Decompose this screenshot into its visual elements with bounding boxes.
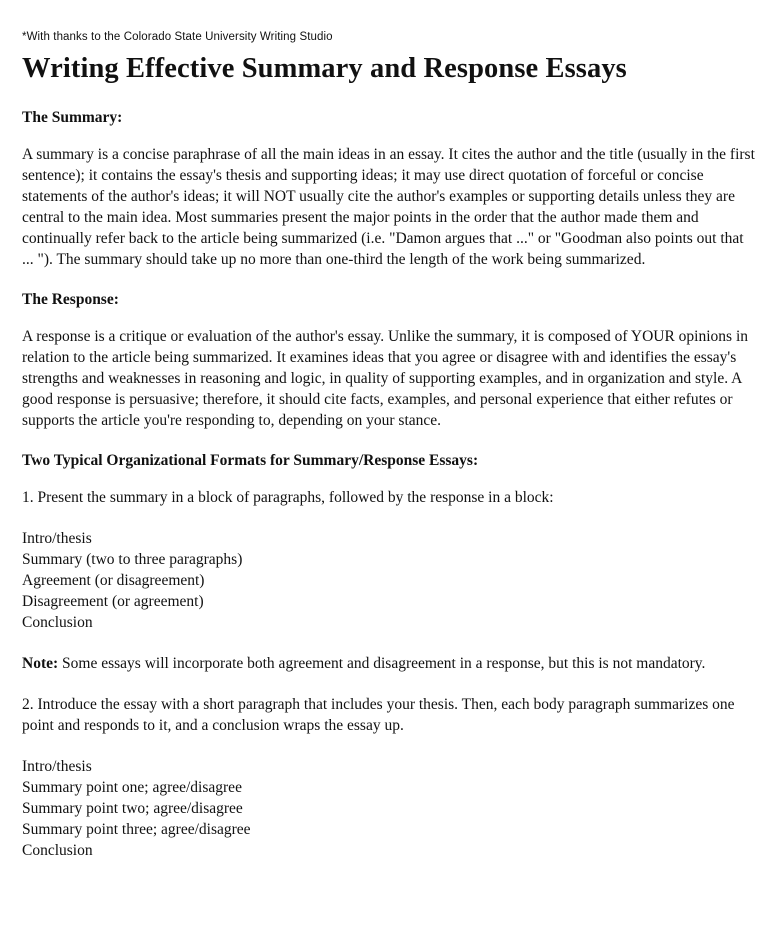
list-item: Conclusion (22, 614, 93, 631)
list-item: Intro/thesis (22, 530, 92, 547)
note-paragraph (22, 653, 758, 674)
format-one-outline (22, 528, 758, 633)
format-two-intro: 2. Introduce the essay with a short paragraph that includes your thesis. Then, each body paragraph summarizes one point and responds to it, and a conclusion wraps the essay up. (22, 696, 735, 734)
note-label: Note: (22, 655, 59, 672)
response-heading: The Response: (22, 291, 119, 308)
note-text: Some essays will incorporate both agreement and disagreement in a response, but this is not mandatory. (58, 655, 706, 672)
list-item: Intro/thesis (22, 758, 92, 775)
format-two-outline (22, 756, 758, 861)
list-item: Summary (two to three paragraphs) (22, 551, 243, 568)
list-item: Conclusion (22, 842, 93, 859)
document-title: Writing Effective Summary and Response Essays (22, 53, 627, 84)
summary-paragraph: A summary is a concise paraphrase of all the main ideas in an essay. It cites the author and the title (usually in the first sentence); it contains the essay's thesis and supporting ideas; it may use direct quotation of forceful or concise statements of the author's ideas; it will NOT usually cite the author's examples or supporting details unless they are central to the main idea. Most summaries present the major points in the order that the author made them and continually refer back to the article being summarized (i.e. "Damon argues that ..." or "Goodman also points out that ... "). The summary should take up no more than one-third the length of the work being summarized. (22, 146, 755, 268)
list-item: Summary point two; agree/disagree (22, 800, 243, 817)
summary-heading: The Summary: (22, 109, 123, 126)
formats-heading: Two Typical Organizational Formats for Summary/Response Essays: (22, 452, 479, 469)
list-item: Summary point three; agree/disagree (22, 821, 251, 838)
response-paragraph: A response is a critique or evaluation of the author's essay. Unlike the summary, it is composed of YOUR opinions in relation to the article being summarized. It examines ideas that you agree or disagree with and identifies the essay's strengths and weaknesses in reasoning and logic, in quality of supporting examples, and in organization and style. A good response is persuasive; therefore, it should cite facts, examples, and personal experience that either refutes or supports the article you're responding to, depending on your stance. (22, 328, 748, 429)
format-one-intro: 1. Present the summary in a block of paragraphs, followed by the response in a block: (22, 489, 554, 506)
list-item: Disagreement (or agreement) (22, 593, 204, 610)
list-item: Agreement (or disagreement) (22, 572, 205, 589)
credit-line: *With thanks to the Colorado State University Writing Studio (22, 31, 333, 43)
list-item: Summary point one; agree/disagree (22, 779, 242, 796)
